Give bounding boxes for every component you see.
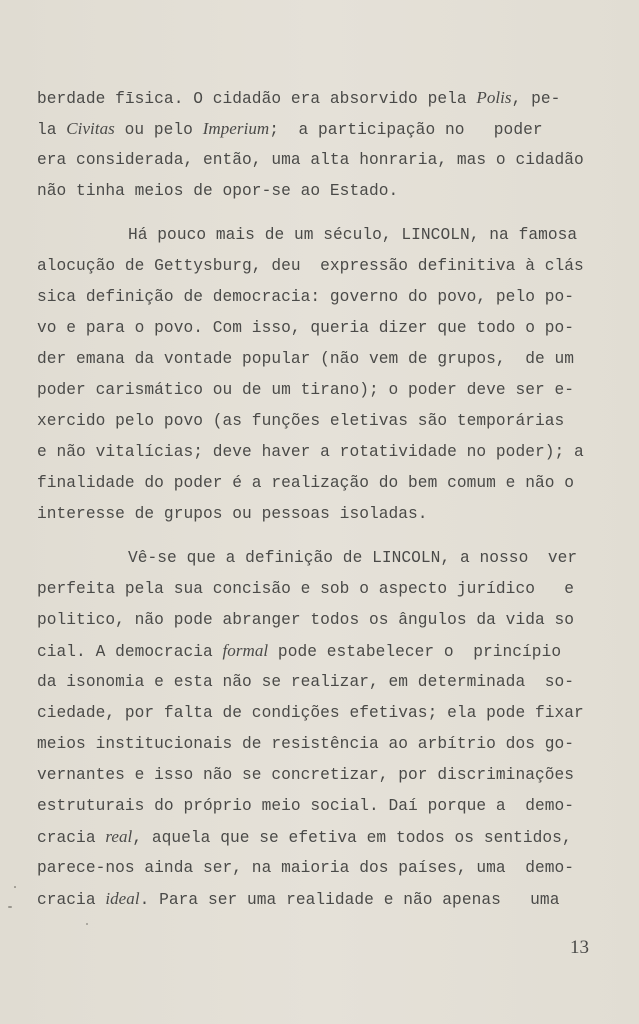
page-number: 13 [570,937,589,958]
italic-term: real [105,827,133,846]
text-line: la Civitas ou pelo Imperium; a participação no poder [37,119,543,139]
text-line: alocução de Gettysburg, deu expressão definitiva à clás [37,257,584,275]
italic-term: Polis [476,88,512,107]
text-line: estruturais do próprio meio social. Daí porque a demo- [37,797,575,815]
text-line: politico, não pode abranger todos os ângulos da vida so [37,611,575,629]
text-line: vo e para o povo. Com isso, queria dizer que todo o po- [37,319,575,337]
text-line: perfeita pela sua concisão e sob o aspecto jurídico e [37,580,575,598]
text-line: finalidade do poder é a realização do bem comum e não o [37,474,575,492]
italic-term: Imperium [202,119,270,138]
text-line-indented: Há pouco mais de um século, LINCOLN, na famosa [128,226,578,244]
text-line: ciedade, por falta de condições efetivas; ela pode fixar [37,704,584,722]
scan-artifact [8,906,12,908]
text-line: da isonomia e esta não se realizar, em determinada so- [37,673,575,691]
text-line: berdade fīsica. O cidadão era absorvido pela Polis, pe- [37,88,561,108]
text-line: xercido pelo povo (as funções eletivas são temporárias [37,412,565,430]
text-line: e não vitalícias; deve haver a rotatividade no poder); a [37,443,584,461]
text-line: cracia real, aquela que se efetiva em todos os sentidos, [37,827,572,847]
text-line: sica definição de democracia: governo do povo, pelo po- [37,288,575,306]
text-line-indented: Vê-se que a definição de LINCOLN, a nosso ver [128,549,578,567]
text-line: vernantes e isso não se concretizar, por discriminações [37,766,575,784]
text-line: parece-nos ainda ser, na maioria dos países, uma demo- [37,859,575,877]
scan-artifact [86,923,88,925]
text-line: meios institucionais de resistência ao arbítrio dos go- [37,735,575,753]
text-line: era considerada, então, uma alta honraria, mas o cidadão [37,151,584,169]
text-line: cracia ideal. Para ser uma realidade e não apenas uma [37,889,560,909]
italic-term: ideal [105,889,140,908]
text-line: cial. A democracia formal pode estabelecer o princípio [37,641,562,661]
italic-term: Civitas [66,119,115,138]
text-line: poder carismático ou de um tirano); o poder deve ser e- [37,381,575,399]
text-line: interesse de grupos ou pessoas isoladas. [37,505,428,523]
text-line: der emana da vontade popular (não vem de grupos, de um [37,350,575,368]
scan-artifact [14,886,16,888]
text-line: não tinha meios de opor-se ao Estado. [37,182,399,200]
italic-term: formal [222,641,269,660]
